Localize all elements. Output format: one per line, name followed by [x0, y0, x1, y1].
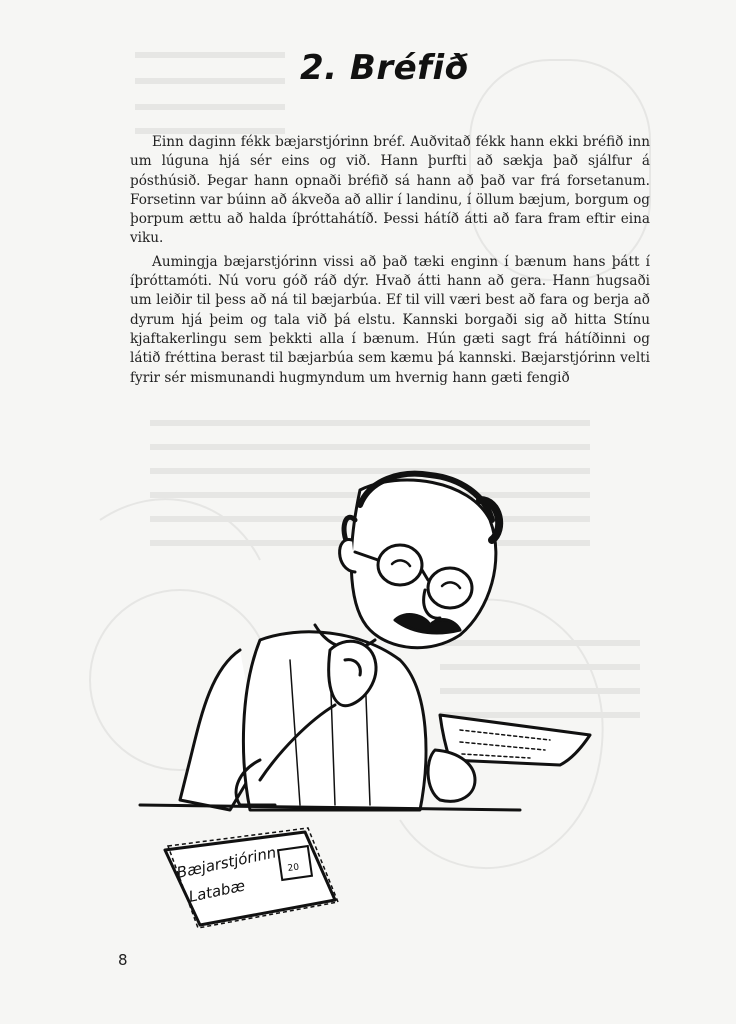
mayor-reading-letter-illustration — [130, 460, 610, 940]
mayor-figure — [140, 474, 590, 810]
stamp-value: 20 — [287, 862, 300, 875]
paragraph-2: Aumingja bæjarstjórinn vissi að það tæki enginn í bænum hans þátt í íþróttamóti. Nú voru góð ráð dýr. Hvað átti hann að gera. Hann hugsaði um leiðir til þess að ná til bæjarbúa. Ef til vill væri best að fara og berja að dyrum hjá þeim og tala við þá elstu. Kannski borgaði sig að hitta Stínu kjaftakerlingu sem þekkti alla í bænum. Hún gæti sagt frá hátíðinni og látið fréttina berast til bæjarbúa sem kæmu þá kannski. Bæjarstjórinn velti fyrir sér mismunandi hugmyndum um hvernig hann gæti fengið — [130, 253, 650, 386]
envelope-address-line-2: Latabæ — [187, 876, 247, 906]
chapter-body — [130, 133, 650, 388]
envelope-illustration — [165, 828, 338, 928]
envelope-address-line-1: Bæjarstjórinn — [175, 843, 278, 882]
stamp-icon — [278, 846, 312, 880]
chapter-title: 2. Bréfið — [300, 48, 469, 88]
paragraph-1: Einn daginn fékk bæjarstjórinn bréf. Auðvitað fékk hann ekki bréfið inn um lúguna hjá sér eins og við. Hann þurfti að sækja það sjálfur á pósthúsið. Þegar hann opnaði bréfið sá hann að það var frá forsetanum. Forsetinn var búinn að ákveða að allir í landinu, í öllum bæjum, borgum og þorpum ættu að halda íþróttahátíð. Þessi hátíð átti að fara fram eftir eina viku. — [130, 134, 650, 247]
page-number: 8 — [118, 951, 128, 969]
